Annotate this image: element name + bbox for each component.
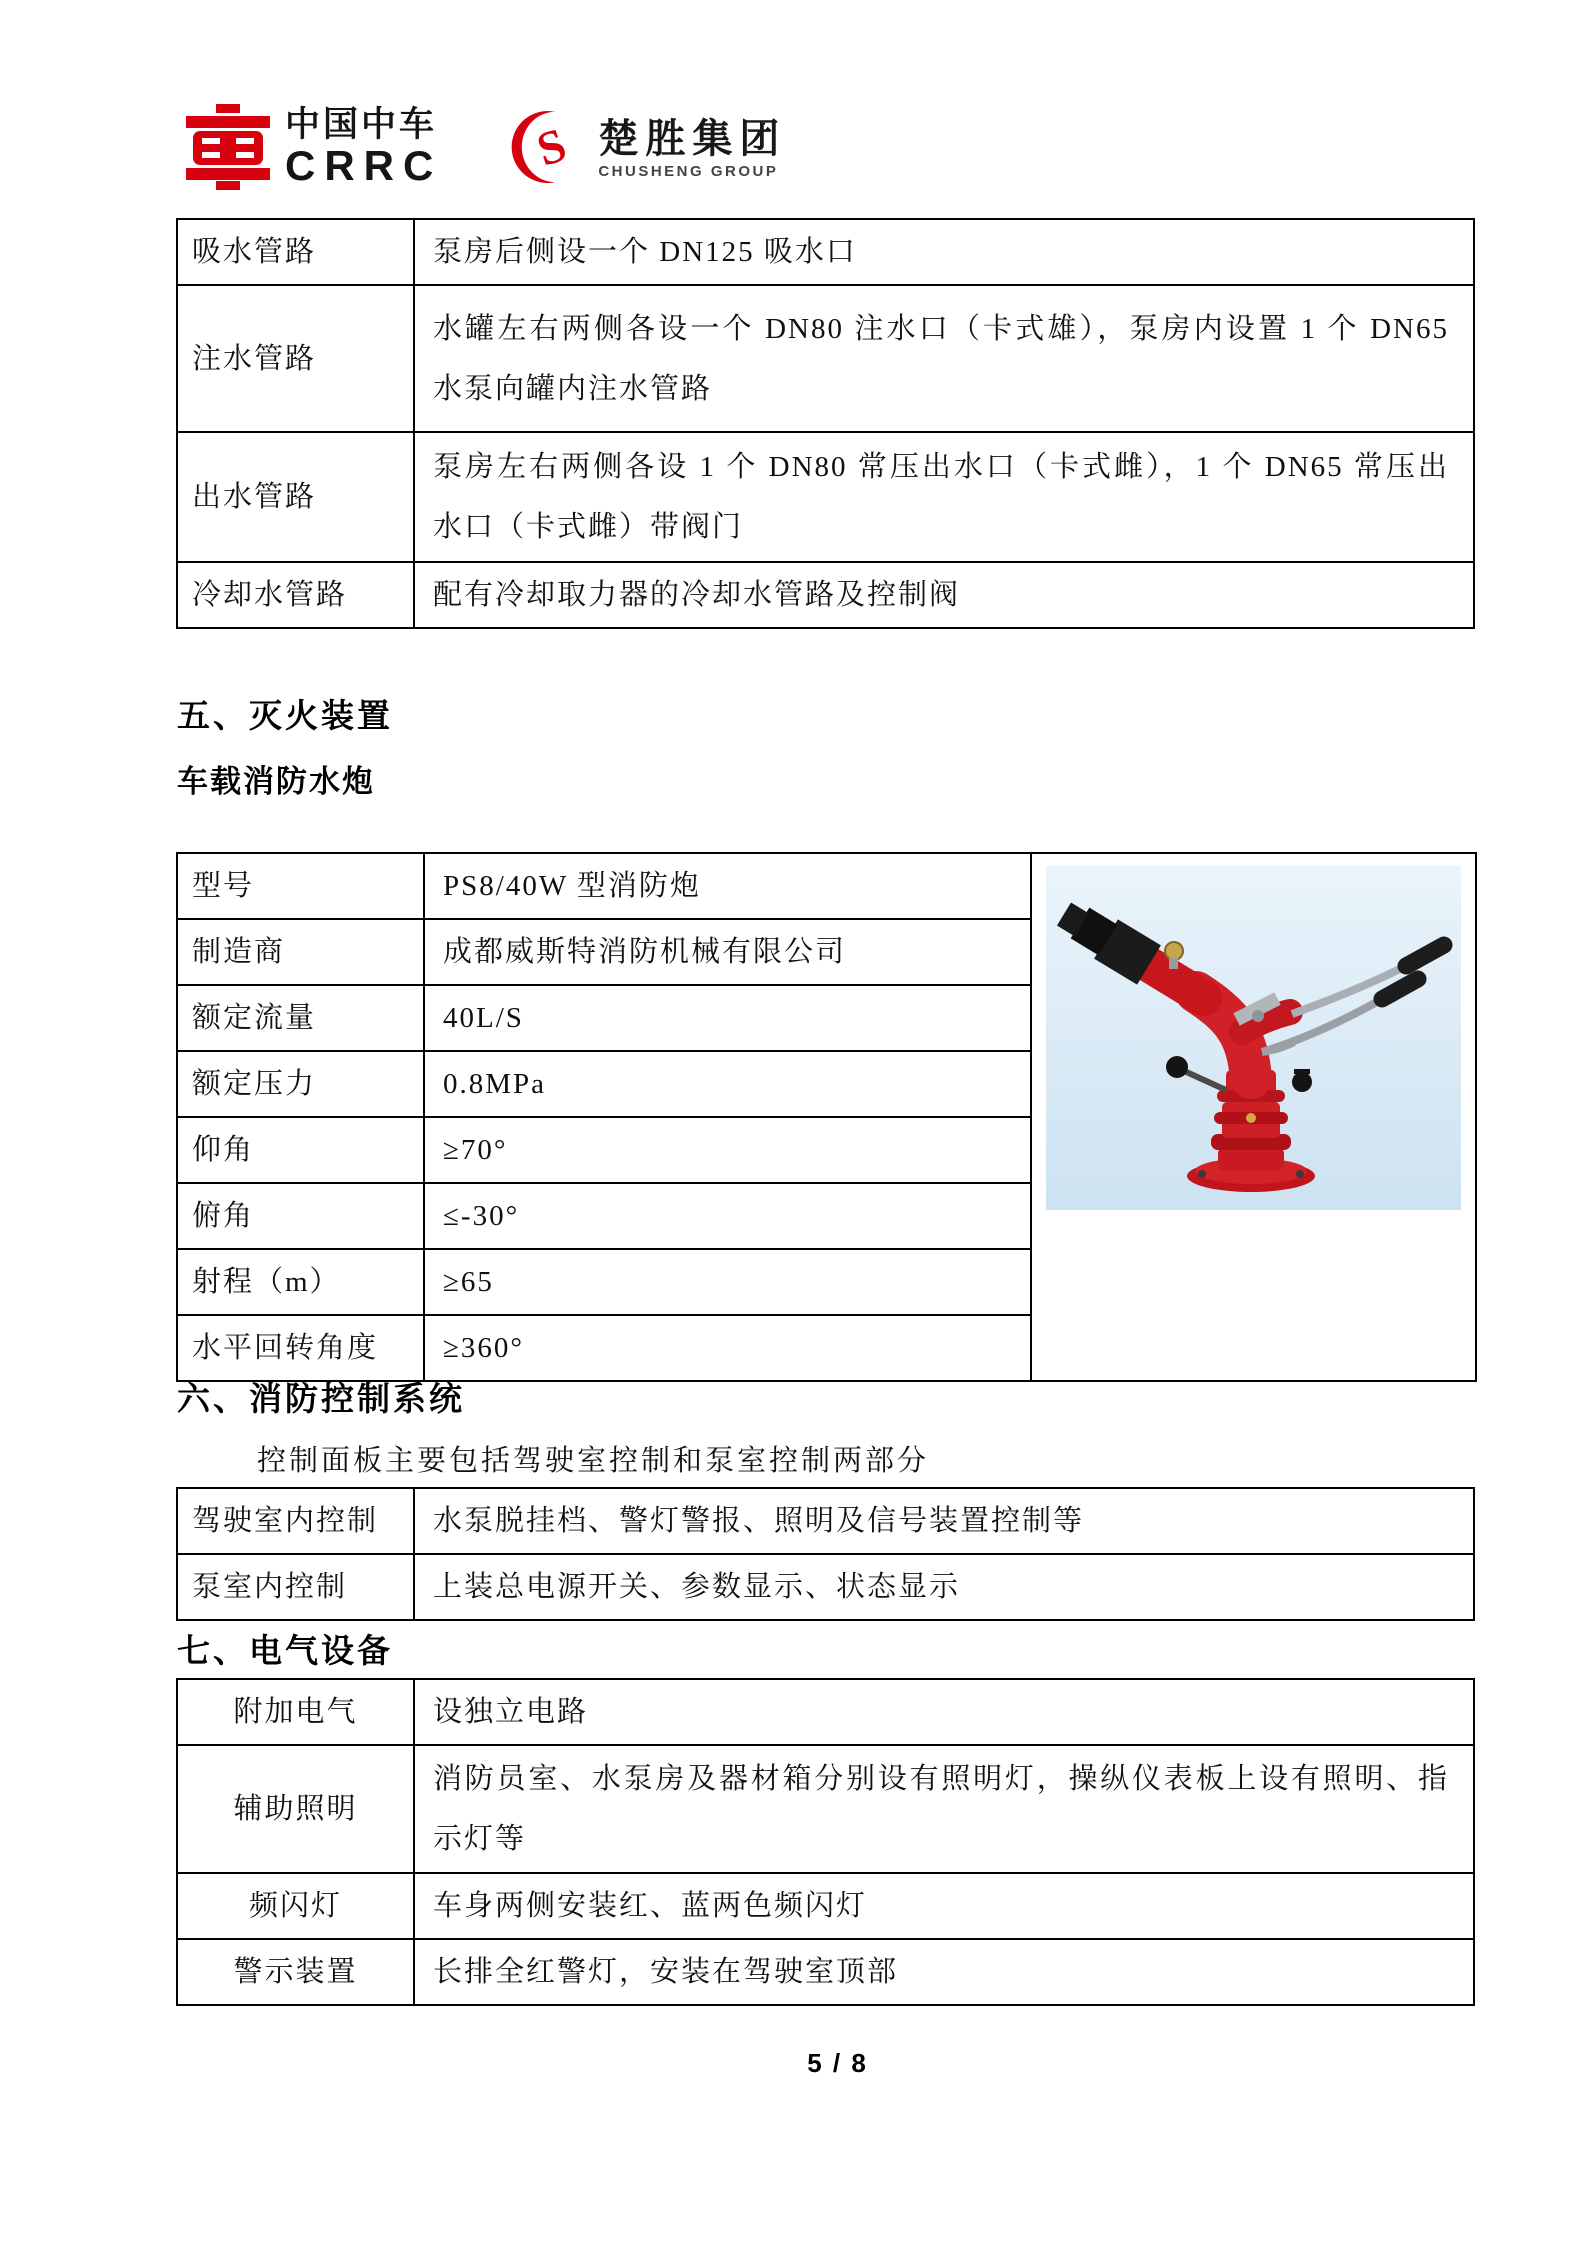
row-label: 警示装置 bbox=[177, 1939, 414, 2005]
row-label: 出水管路 bbox=[177, 432, 414, 562]
row-label: 频闪灯 bbox=[177, 1873, 414, 1939]
chusheng-emblem-icon bbox=[504, 106, 584, 188]
row-label: 型号 bbox=[177, 853, 424, 919]
row-label: 额定压力 bbox=[177, 1051, 424, 1117]
row-value: 配有冷却取力器的冷却水管路及控制阀 bbox=[414, 562, 1474, 628]
table-row bbox=[177, 562, 1474, 628]
row-label: 冷却水管路 bbox=[177, 562, 414, 628]
row-label: 射程（m） bbox=[177, 1249, 424, 1315]
row-value: ≥70° bbox=[424, 1117, 1031, 1183]
page-number: 5 / 8 bbox=[807, 2048, 868, 2078]
row-value: PS8/40W 型消防炮 bbox=[424, 853, 1031, 919]
row-label: 附加电气 bbox=[177, 1679, 414, 1745]
table-row bbox=[177, 1939, 1474, 2005]
table-row bbox=[177, 1679, 1474, 1745]
table-row bbox=[177, 1873, 1474, 1939]
section-7-title: 七、电气设备 bbox=[177, 1634, 393, 1670]
chusheng-logo-text bbox=[598, 115, 786, 180]
row-label: 制造商 bbox=[177, 919, 424, 985]
row-label: 俯角 bbox=[177, 1183, 424, 1249]
page-header bbox=[183, 104, 786, 190]
table-row bbox=[177, 1745, 1474, 1873]
section-6-intro: 控制面板主要包括驾驶室控制和泵室控制两部分 bbox=[257, 1445, 930, 1477]
table-row bbox=[177, 1554, 1474, 1620]
row-value: 设独立电路 bbox=[414, 1679, 1474, 1745]
row-value: ≥65 bbox=[424, 1249, 1031, 1315]
electric-table bbox=[176, 1678, 1475, 2006]
chusheng-en-label: CHUSHENG GROUP bbox=[598, 162, 779, 180]
table-row bbox=[177, 219, 1474, 285]
row-label: 吸水管路 bbox=[177, 219, 414, 285]
row-value: 水泵脱挂档、警灯警报、照明及信号装置控制等 bbox=[414, 1488, 1474, 1554]
table-row bbox=[177, 432, 1474, 562]
piping-table bbox=[176, 218, 1475, 629]
svg-text:S: S bbox=[531, 118, 573, 177]
section-5-subtitle: 车载消防水炮 bbox=[177, 764, 375, 799]
row-value: ≤-30° bbox=[424, 1183, 1031, 1249]
row-value: 水罐左右两侧各设一个 DN80 注水口（卡式雄），泵房内设置 1 个 DN65 水泵向罐内注水管路 bbox=[414, 285, 1474, 432]
row-value: 40L/S bbox=[424, 985, 1031, 1051]
crrc-emblem-icon bbox=[183, 104, 273, 190]
table-row bbox=[177, 853, 1476, 919]
row-value: 车身两侧安装红、蓝两色频闪灯 bbox=[414, 1873, 1474, 1939]
chusheng-cn-label: 楚胜集团 bbox=[598, 116, 787, 161]
crrc-cn-label: 中国中车 bbox=[285, 105, 438, 144]
fire-monitor-image bbox=[1046, 866, 1461, 1210]
row-value: 0.8MPa bbox=[424, 1051, 1031, 1117]
section-5-title: 五、灭火装置 bbox=[177, 699, 393, 735]
row-label: 注水管路 bbox=[177, 285, 414, 432]
table-row bbox=[177, 285, 1474, 432]
row-value: 消防员室、水泵房及器材箱分别设有照明灯，操纵仪表板上设有照明、指示灯等 bbox=[414, 1745, 1474, 1873]
row-label: 水平回转角度 bbox=[177, 1315, 424, 1381]
row-value: 成都威斯特消防机械有限公司 bbox=[424, 919, 1031, 985]
row-value: 泵房后侧设一个 DN125 吸水口 bbox=[414, 219, 1474, 285]
row-value: 长排全红警灯，安装在驾驶室顶部 bbox=[414, 1939, 1474, 2005]
row-value: ≥360° bbox=[424, 1315, 1031, 1381]
section-6-title: 六、消防控制系统 bbox=[177, 1382, 465, 1418]
row-label: 辅助照明 bbox=[177, 1745, 414, 1873]
crrc-logo-text bbox=[285, 106, 442, 188]
row-label: 驾驶室内控制 bbox=[177, 1488, 414, 1554]
row-value: 上装总电源开关、参数显示、状态显示 bbox=[414, 1554, 1474, 1620]
fire-monitor-spec-table bbox=[176, 852, 1477, 1382]
row-label: 仰角 bbox=[177, 1117, 424, 1183]
row-label: 额定流量 bbox=[177, 985, 424, 1051]
table-row bbox=[177, 1488, 1474, 1554]
row-value: 泵房左右两侧各设 1 个 DN80 常压出水口（卡式雌），1 个 DN65 常压出水口（卡式雌）带阀门 bbox=[414, 432, 1474, 562]
fire-monitor-photo-cell bbox=[1031, 853, 1476, 1381]
row-label: 泵室内控制 bbox=[177, 1554, 414, 1620]
crrc-en-label: CRRC bbox=[285, 142, 443, 189]
control-table bbox=[176, 1487, 1475, 1621]
